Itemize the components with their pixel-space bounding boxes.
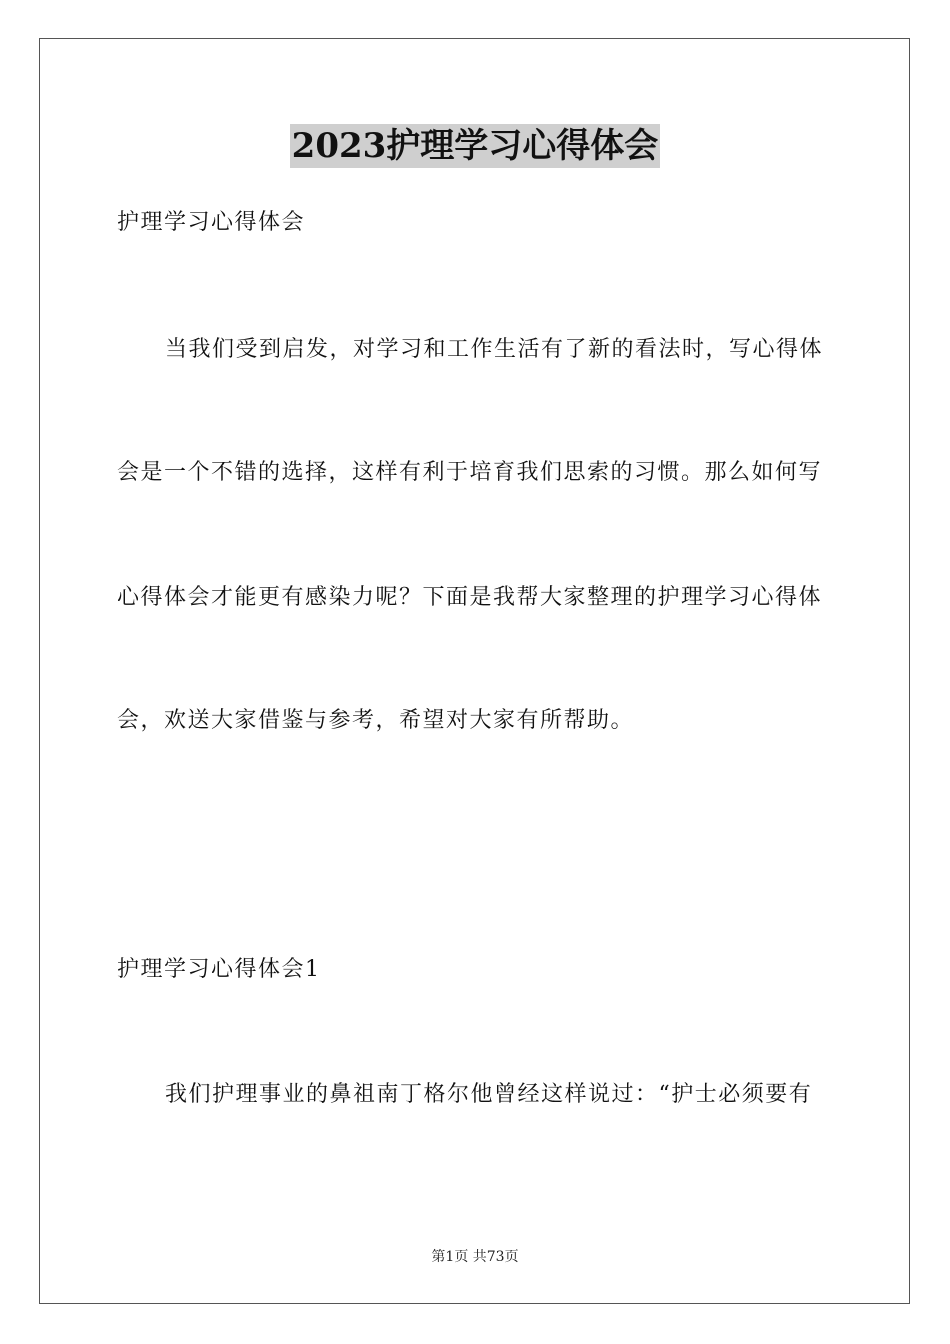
page-footer — [0, 1248, 950, 1266]
document-title — [0, 124, 950, 168]
paragraph-line: 心得体会才能更有感染力呢？下面是我帮大家整理的护理学习心得体 — [117, 585, 823, 610]
paragraph-line: 会是一个不错的选择，这样有利于培育我们思索的习惯。那么如何写 — [117, 460, 823, 485]
paragraph-line: 会，欢送大家借鉴与参考，希望对大家有所帮助。 — [117, 708, 635, 733]
section-heading: 护理学习心得体会1 — [117, 957, 321, 982]
paragraph-line: 我们护理事业的鼻祖南丁格尔他曾经这样说过：“护士必须要有 — [165, 1082, 813, 1107]
document-title-text: 2023护理学习心得体会 — [291, 126, 659, 166]
paragraph-line: 当我们受到启发，对学习和工作生活有了新的看法时，写心得体 — [165, 337, 824, 362]
document-subtitle: 护理学习心得体会 — [117, 210, 306, 235]
page-number-text: 第1页 共73页 — [431, 1249, 519, 1265]
